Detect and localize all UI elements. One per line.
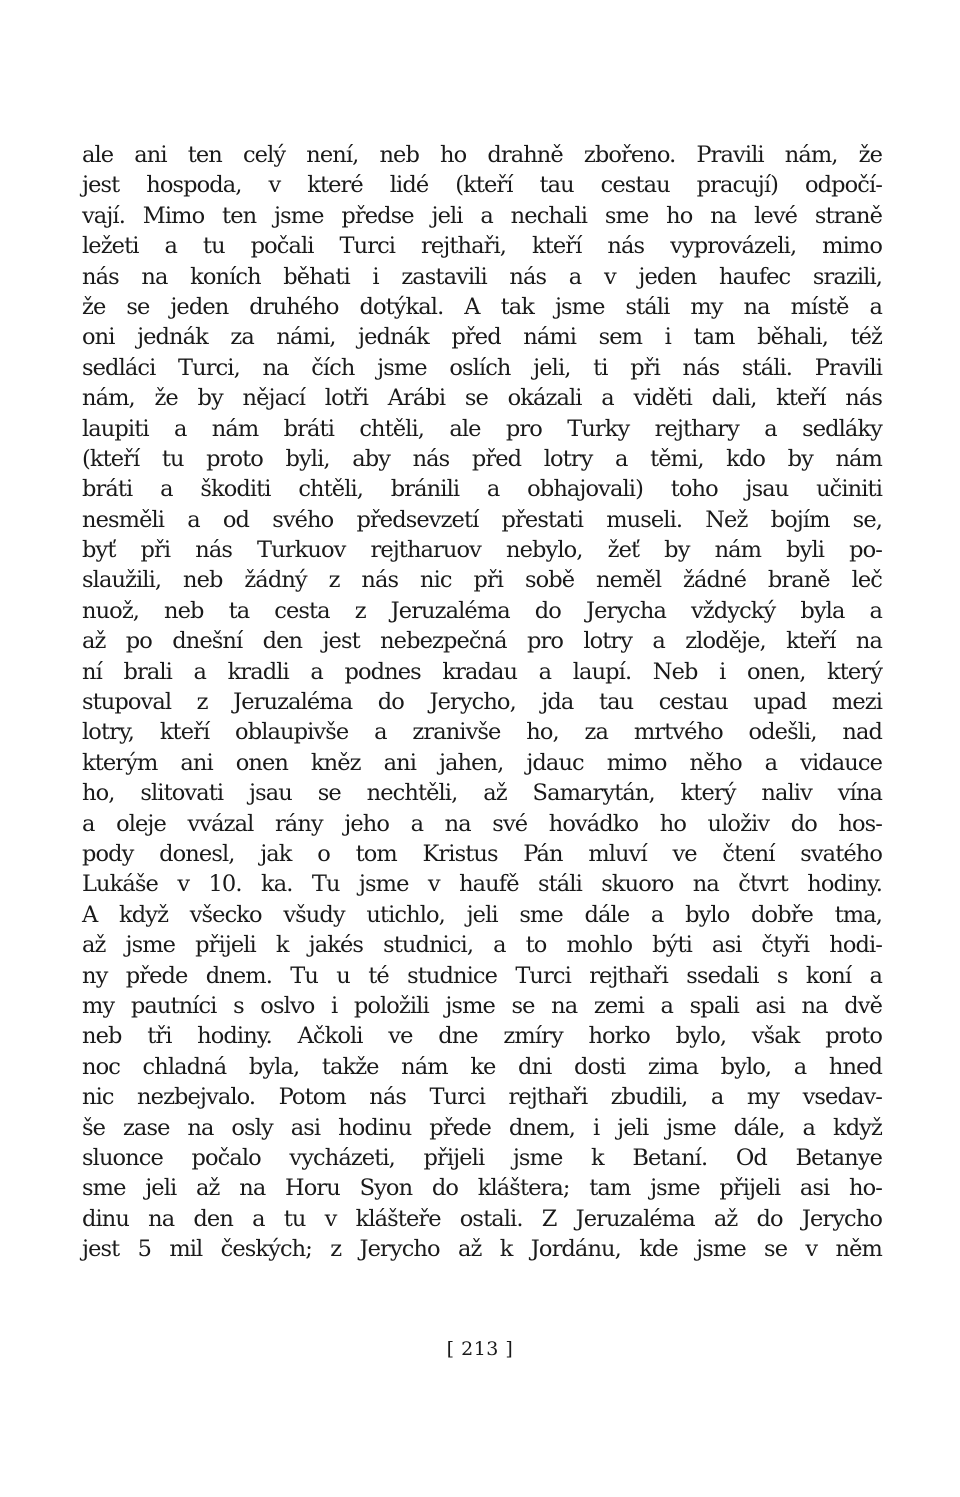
text-line: až jsme přijeli k jakés studnici, a to mohlo býti asi čtyři hodi- — [82, 932, 882, 959]
text-line: nuož, neb ta cesta z Jeruzaléma do Jerycha vždycký byla a — [82, 597, 882, 624]
text-line: ale ani ten celý není, neb ho drahně zbořeno. Pravili nám, že — [82, 142, 882, 168]
text-line: nás na koních běhati i zastavili nás a v jeden haufec srazili, — [82, 263, 882, 290]
text-line: ny přede dnem. Tu u té studnice Turci rejthaři ssedali s koní a — [82, 962, 882, 989]
text-line: sluonce počalo vycházeti, přijeli jsme k Betaní. Od Betanye — [82, 1144, 882, 1171]
text-line: lotry, kteří oblaupivše a zranivše ho, za mrtvého odešli, nad — [82, 719, 882, 746]
text-line: stupoval z Jeruzaléma do Jerycho, jda tau cestau upad mezi — [82, 689, 882, 716]
text-line: kterým ani onen kněz ani jahen, jdauc mimo něho a vidauce — [82, 749, 882, 776]
text-line: až po dnešní den jest nebezpečná pro lotry a zloděje, kteří na — [82, 628, 882, 655]
text-line: nám, že by nějací lotři Arábi se okázali a viděti dali, kteří nás — [82, 385, 882, 412]
text-line: dinu na den a tu v klášteře ostali. Z Jeruzaléma až do Jerycho — [82, 1205, 882, 1232]
text-line: še zase na osly asi hodinu přede dnem, i jeli jsme dále, a když — [82, 1114, 882, 1141]
text-line: oni jednák za námi, jednák před námi sem i tam běhali, též — [82, 324, 882, 351]
text-line: Lukáše v 10. ka. Tu jsme v haufě stáli skuoro na čtvrt hodiny. — [82, 871, 882, 898]
text-line: ní brali a kradli a podnes kradau a laupí. Neb i onen, který — [82, 658, 882, 685]
text-line: jest hospoda, v které lidé (kteří tau cestau pracují) odpočí- — [82, 172, 882, 199]
text-line: sme jeli až na Horu Syon do kláštera; tam jsme přijeli asi ho- — [82, 1175, 882, 1202]
text-line: A když všecko všudy utichlo, jeli sme dále a bylo dobře tma, — [82, 901, 882, 928]
text-line: sedláci Turci, na čích jsme oslích jeli, ti při nás stáli. Pravili — [82, 354, 882, 381]
text-line: (kteří tu proto byli, aby nás před lotry a těmi, kdo by nám — [82, 445, 882, 472]
text-line: pody donesl, jak o tom Kristus Pán mluví ve čtení svatého — [82, 840, 882, 867]
body-text — [82, 140, 882, 1264]
text-line: že se jeden druhého dotýkal. A tak jsme stáli my na místě a — [82, 293, 882, 320]
text-line: ležeti a tu počali Turci rejthaři, kteří nás vyprovázeli, mimo — [82, 233, 882, 260]
text-line: laupiti a nám bráti chtěli, ale pro Turky rejthary a sedláky — [82, 415, 882, 442]
text-line: bráti a škoditi chtěli, bránili a obhajovali) toho jsau učiniti — [82, 476, 882, 503]
text-line: my pautníci s oslvo i položili jsme se na zemi a spali asi na dvě — [82, 992, 882, 1019]
text-line: a oleje vvázal rány jeho a na své hovádko ho uloživ do hos- — [82, 810, 882, 837]
text-line: byť při nás Turkuov rejtharuov nebylo, žeť by nám byli po- — [82, 537, 882, 564]
page-number: [ 213 ] — [446, 1338, 514, 1360]
text-line: slaužili, neb žádný z nás nic při sobě neměl žádné braně leč — [82, 567, 882, 594]
text-line: neb tři hodiny. Ačkoli ve dne zmíry horko bylo, však proto — [82, 1023, 882, 1050]
text-line: nic nezbejvalo. Potom nás Turci rejthaři zbudili, a my vsedav- — [82, 1084, 882, 1111]
text-line: jest 5 mil českých; z Jerycho až k Jordánu, kde jsme se v něm — [82, 1236, 882, 1263]
text-line: nesměli a od svého předsevzetí přestati museli. Než bojím se, — [82, 506, 882, 533]
text-line: vají. Mimo ten jsme předse jeli a nechali sme ho na levé straně — [82, 202, 882, 229]
text-line: ho, slitovati jsau se nechtěli, až Samarytán, který naliv vína — [82, 780, 882, 807]
text-line: noc chladná byla, takže nám ke dni dosti zima bylo, a hned — [82, 1053, 882, 1080]
